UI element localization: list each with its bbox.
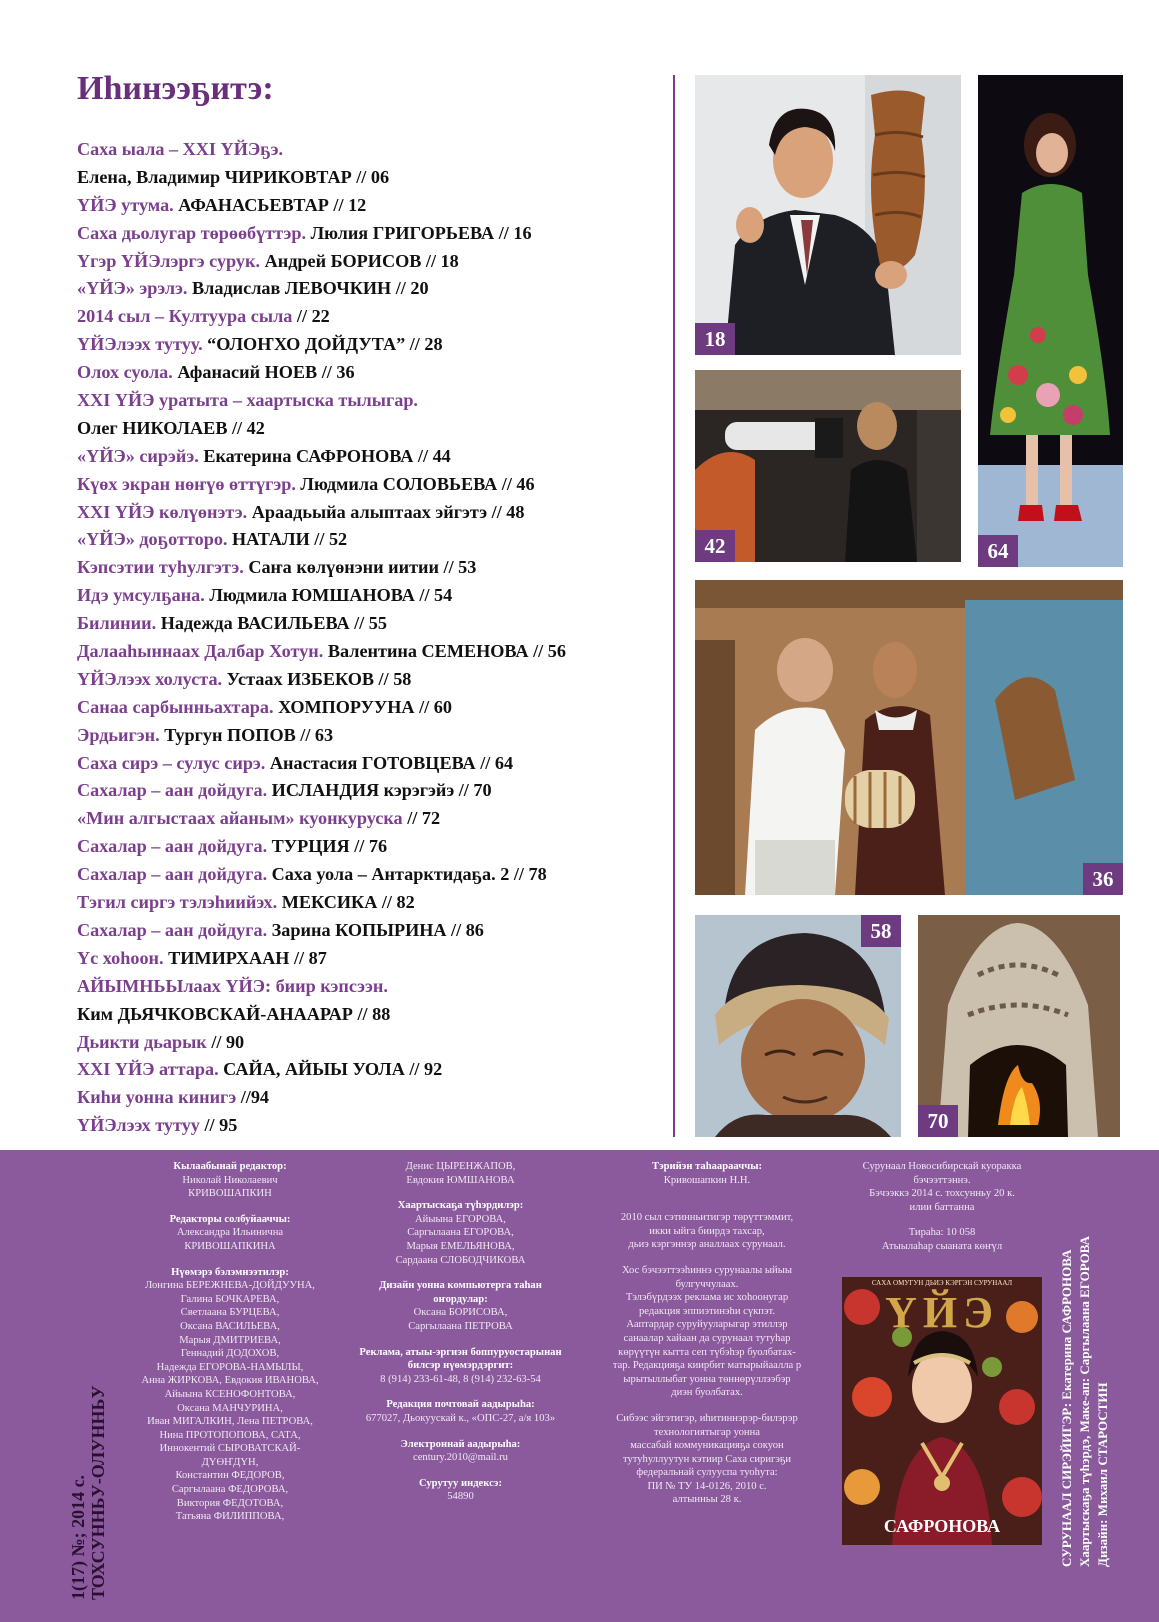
toc-entry-title: Кэпсэтии тyhулгэтэ.: [77, 557, 244, 578]
staff-name: Марыя ДМИТРИЕВА,: [179, 1334, 281, 1346]
toc-entry-title: Санаа сарбынньахтара.: [77, 696, 274, 717]
imprint-line: Ааптардар суруйууларыгар этиллэр: [626, 1319, 788, 1331]
staff-name: Светлаана БУРЦЕВА,: [180, 1307, 280, 1319]
imprint-line: редакция эппиэтинэhи сүкпэт.: [638, 1305, 776, 1317]
toc-entry-author-page: Саҥа көлүөнэни иитии // 53: [243, 557, 477, 578]
table-of-contents: [77, 136, 677, 1140]
toc-entry[interactable]: [77, 638, 677, 666]
issue-number-vertical: [68, 1300, 108, 1600]
imprint-line: Хос бэчээттээһиннэ сурунаалы ыйыы: [622, 1264, 792, 1276]
page-number-badge: 36: [1083, 863, 1123, 895]
toc-entry-author-page: // 95: [199, 1115, 238, 1136]
toc-entry[interactable]: [77, 973, 677, 1001]
toc-entry[interactable]: [77, 526, 677, 554]
staff-name: Оксана МАНЧУРИНА,: [177, 1402, 283, 1414]
staff-name: Надежда ЕГОРОВА-НАМЫЛЫ,: [156, 1361, 304, 1373]
toc-entry[interactable]: [77, 666, 677, 694]
imprint-line: бэчээттэннэ.: [913, 1174, 971, 1186]
toc-entry-author-page: Анастасия ГОТОВЦЕВА // 64: [265, 752, 514, 773]
toc-entry-author-page: // 72: [402, 808, 441, 829]
toc-entry-author-page: АФАНАСЬЕВТАР // 12: [173, 194, 367, 215]
toc-entry-title: АЙЫМНЬЫлаах ҮЙЭ: биир кэпсээн.: [77, 975, 388, 996]
imprint-line: икки ыйга биирдэ тахсар,: [649, 1225, 765, 1237]
imprint-line: 2010 сыл сэтинньитигэр төрүттэммит,: [620, 1212, 794, 1224]
page-number-badge: 18: [695, 323, 735, 355]
print-run: Тираһа: 10 058: [908, 1227, 976, 1239]
toc-entry[interactable]: [77, 164, 677, 192]
imprint-heading: Редакторы солбуйааччы:: [169, 1213, 291, 1225]
page-number-badge: 64: [978, 535, 1018, 567]
toc-entry-title: XXI ҮЙЭ аттара.: [77, 1059, 219, 1080]
toc-entry[interactable]: [77, 415, 677, 443]
column-divider: [673, 75, 675, 1137]
toc-entry[interactable]: [77, 582, 677, 610]
toc-entry-title: Күөх экран нөҥүө өттүгэр.: [77, 473, 296, 494]
imprint-heading: Редакция почтовай аадырыһа:: [386, 1399, 535, 1411]
issue-months: ТОХСУННЬУ-ОЛУННЬУ: [88, 1385, 108, 1600]
toc-entry-author-page: Устаах ИЗБЕКОВ // 58: [222, 668, 412, 689]
toc-entry[interactable]: [77, 917, 677, 945]
imprint-line: булгуччулаах.: [675, 1278, 739, 1290]
toc-entry[interactable]: [77, 136, 677, 164]
toc-entry-title: Киhи уонна кинигэ: [77, 1087, 237, 1108]
imprint-line: Сурунаал Новосибирскай куоракка: [862, 1161, 1022, 1172]
imprint-line: Саргылаана ЕГОРОВА,: [407, 1227, 514, 1239]
staff-name: Айыына КСЕНОФОНТОВА,: [164, 1388, 296, 1400]
photo-elders-with-drum: [695, 580, 1123, 895]
toc-entry-author-page: Людмила ЮМШАНОВА // 54: [204, 585, 453, 606]
imprint-line: тар. Редакцияҕа киирбит матырыйаалла р: [612, 1360, 802, 1372]
toc-entry-title: Сахалар – аан дойдуга.: [77, 780, 268, 801]
staff-name: Геннадий ДОДОХОВ,: [180, 1348, 280, 1360]
toc-entry-title: «Мин алгыстаах айаным» куонкуруска: [77, 808, 403, 829]
staff-name: Саргылаана ФЕДОРОВА,: [171, 1484, 289, 1496]
toc-entry[interactable]: [77, 1056, 677, 1084]
toc-entry-title: «ҮЙЭ» сирэйэ.: [77, 445, 199, 466]
toc-entry-title: Саха сирэ – сулус сирэ.: [77, 752, 266, 773]
toc-entry-title: Сахалар – аан дойдуга.: [77, 864, 268, 885]
toc-entry-author-page: Люлия ГРИГОРЬЕВА // 16: [306, 222, 532, 243]
imprint-line: алтынньы 28 к.: [672, 1494, 742, 1506]
registration-text: [598, 1211, 816, 1252]
imprint-line: массабай коммуникацияҕа сокуон: [630, 1440, 784, 1452]
staff-name: Виктория ФЕДОТОВА,: [176, 1497, 284, 1509]
imprint-line: Айыына ЕГОРОВА,: [415, 1213, 506, 1225]
toc-entry-title: ҮЙЭлээх тутуу.: [77, 334, 203, 355]
subscription-index: 54890: [447, 1491, 474, 1503]
toc-entry[interactable]: [77, 499, 677, 527]
staff-name: Нина ПРОТОПОПОВА, САТА,: [159, 1429, 301, 1441]
photo-singer-floral-dress: [978, 75, 1123, 567]
toc-entry-author-page: Ким ДЬЯЧКОВСКАЙ-АНААРАР // 88: [77, 1003, 391, 1024]
imprint-heading: Нүөмэрэ бэлэмнээтилэр:: [171, 1266, 289, 1278]
imprint-line: Кривошапкин Н.Н.: [663, 1174, 751, 1186]
toc-entry-author-page: Надежда ВАСИЛЬЕВА // 55: [156, 613, 387, 634]
toc-entry-author-page: // 90: [206, 1031, 245, 1052]
imprint-line: Евдокия ЮМШАНОВА: [406, 1174, 515, 1186]
toc-entry-author-page: ТУРЦИЯ // 76: [267, 836, 388, 857]
toc-entry-title: 2014 сыл – Култуура сыла: [77, 306, 293, 327]
staff-list: [130, 1279, 330, 1524]
toc-entry[interactable]: [77, 1084, 677, 1112]
imprint-line: ырытыллыбат уонна төннөрүллээбэр: [623, 1373, 791, 1385]
toc-entry-title: Олох суола.: [77, 362, 173, 383]
page-number-badge: 42: [695, 530, 735, 562]
toc-entry-title: Үгэр ҮЙЭлэргэ сурук.: [77, 250, 261, 271]
imprint-column-editors: [130, 1160, 330, 1524]
imprint-line: Марыя ЕМЕЛЬЯНОВА,: [406, 1240, 515, 1252]
imprint-line: Сардаана СЛОБОДЧИКОВА: [395, 1254, 526, 1266]
license-notice: [598, 1412, 816, 1507]
phone-numbers: 8 (914) 233-61-48, 8 (914) 232-63-54: [380, 1373, 541, 1385]
page-number-badge: 70: [918, 1105, 958, 1137]
imprint-column-publisher: [598, 1160, 816, 1507]
toc-entry-author-page: ИСЛАНДИЯ кэрэгэйэ // 70: [267, 780, 492, 801]
issue-number: 1(17) №; 2014 с.: [68, 1474, 88, 1600]
imprint-column-print: [842, 1160, 1042, 1254]
toc-entry[interactable]: [77, 750, 677, 778]
cover-credit-line: Хаартыскаҕа түһэрдэ, Макe-ап: Саргылаана ЕГОРОВА: [1077, 1235, 1092, 1567]
toc-entry-title: ҮЙЭлээх холуста.: [77, 668, 223, 689]
imprint-heading: Кылаабынай редактор:: [173, 1161, 287, 1172]
toc-entry-title: XXI ҮЙЭ уратыта – хаартыска тылыгар.: [77, 390, 418, 411]
cover-credit-line: СУРУНААЛ СИРЭЙИГЭР: Екатерина САФРОНОВА: [1059, 1249, 1074, 1567]
toc-entry[interactable]: [77, 1001, 677, 1029]
toc-entry[interactable]: [77, 471, 677, 499]
toc-entry-author-page: Афанасий НОЕВ // 36: [172, 362, 355, 383]
toc-entry-title: ҮЙЭлээх тутуу: [77, 1115, 200, 1136]
imprint-line: санаалар хайаан да сурунаал тутуһар: [623, 1332, 791, 1344]
imprint-line: КРИВОШАПКИНА: [184, 1240, 276, 1252]
toc-entry[interactable]: [77, 889, 677, 917]
toc-entry-author-page: НАТАЛИ // 52: [227, 529, 348, 550]
toc-entry-title: ҮЙЭ утума.: [77, 194, 174, 215]
toc-entry-title: Билинии.: [77, 613, 157, 634]
toc-entry-author-page: МЕКСИКА // 82: [277, 892, 415, 913]
cover-credits-vertical: [1058, 1207, 1112, 1567]
toc-entry-author-page: “ОЛОҤХО ДОЙДУТА” // 28: [202, 334, 443, 355]
toc-entry-author-page: Елена, Владимир ЧИРИКОВТАР // 06: [77, 166, 390, 187]
toc-entry-title: Идэ умсулҕана.: [77, 585, 205, 606]
imprint-line: Тэлэбүрдээх реклама ис хоһоонугар: [625, 1292, 789, 1304]
cover-tagline: САХА ОМУГУН ДЬИЭ КЭРГЭН СУРУНААЛ: [871, 1279, 1013, 1287]
toc-entry[interactable]: [77, 554, 677, 582]
toc-entry-title: XXI ҮЙЭ көлүөнэтэ.: [77, 501, 248, 522]
toc-entry-author-page: ХОМПОРУУНА // 60: [273, 696, 452, 717]
cover-name: САФРОНОВА: [883, 1516, 1001, 1536]
imprint-line: көрүүтүн кытта сеп түбэһэр буолбатах-: [618, 1346, 796, 1358]
staff-name: Иннокентий СЫРОВАТСКАЙ-: [159, 1443, 301, 1455]
staff-name: Галина БОЧКАРЕВА,: [180, 1293, 280, 1305]
imprint-line: диэн буолбатах.: [671, 1387, 743, 1399]
postal-address: 677027, Дьокуускай к., «ОПС-27, а/я 103»: [365, 1412, 556, 1424]
toc-entry-author-page: Араадьыйа алыптаах эйгэтэ // 48: [247, 501, 525, 522]
toc-entry[interactable]: [77, 805, 677, 833]
imprint-line: илии баттанна: [909, 1201, 975, 1213]
toc-entry-author-page: Зарина КОПЫРИНА // 86: [267, 919, 484, 940]
page-number-badge: 58: [861, 915, 901, 947]
imprint-line: Саргылаана ПЕТРОВА: [408, 1320, 513, 1332]
imprint-line: федеральнай сулууспа туоһута:: [636, 1467, 778, 1479]
imprint-column-contacts: [358, 1160, 563, 1504]
toc-entry[interactable]: [77, 861, 677, 889]
toc-entry-author-page: Олег НИКОЛАЕВ // 42: [77, 417, 265, 438]
imprint-line: Николай Николаевич: [182, 1174, 278, 1186]
staff-name: Иван МИГАЛКИН, Лена ПЕТРОВА,: [147, 1416, 313, 1428]
imprint-line: тутуһуллуутун кэтиир Саха сиригэҕи: [622, 1453, 792, 1465]
imprint-line: технологиятыгар уонна: [654, 1426, 760, 1438]
staff-name: Анна ЖИРКОВА, Евдокия ИВАНОВА,: [141, 1375, 319, 1387]
imprint-heading: Реклама, атыы-эргиэн боппуруостарынан билсэр нүөмэрдэргит:: [359, 1346, 562, 1372]
imprint-line: КРИВОШАПКИН: [188, 1188, 272, 1200]
imprint-line: Сибээс эйгэтигэр, иһитиннэрэр-билэрэр: [616, 1412, 798, 1424]
toc-entry[interactable]: [77, 248, 677, 276]
toc-entry-author-page: Саха уола – Антарктидаҕа. 2 // 78: [267, 864, 547, 885]
cover-masthead: ҮЙЭ: [885, 1288, 999, 1337]
toc-entry-title: Үс хоhоон.: [77, 947, 164, 968]
imprint-line: Оксана БОРИСОВА,: [413, 1307, 508, 1319]
email-address[interactable]: century.2010@mail.ru: [413, 1452, 508, 1464]
price-note: Атыылаһар сыаната көҥүл: [881, 1240, 1003, 1252]
toc-entry[interactable]: [77, 1029, 677, 1057]
staff-name: Татьяна ФИЛИППОВА,: [175, 1511, 285, 1523]
toc-entry-title: Сахалар – аан дойдуга.: [77, 919, 268, 940]
imprint-heading: Электроннай аадырыһа:: [400, 1438, 521, 1450]
imprint-heading: Тэрийэн таһаарааччы:: [652, 1161, 762, 1172]
imprint-line: дьиэ кэргэннэр аналлаах сурунаал.: [628, 1239, 786, 1251]
toc-entry-title: Саха дьолугар төрөөбүттэр.: [77, 222, 307, 243]
imprint-heading: Сурутуу индексэ:: [418, 1477, 503, 1489]
toc-entry-title: Тэгил сиргэ тэлэhиийэх.: [77, 892, 278, 913]
toc-entry[interactable]: [77, 387, 677, 415]
toc-entry-author-page: //94: [236, 1087, 270, 1108]
toc-entry[interactable]: [77, 777, 677, 805]
toc-entry[interactable]: [77, 1112, 677, 1140]
toc-entry-title: Сахалар – аан дойдуга.: [77, 836, 268, 857]
toc-entry-author-page: Тургун ПОПОВ // 63: [159, 724, 334, 745]
imprint-line: Бэчээккэ 2014 с. тохсунньу 20 к.: [869, 1188, 1015, 1200]
imprint-line: ПИ № ТУ 14-0126, 2010 с.: [647, 1480, 767, 1492]
toc-entry-title: Далааhыннаах Далбар Хотун.: [77, 641, 324, 662]
toc-entry[interactable]: [77, 722, 677, 750]
toc-entry[interactable]: [77, 220, 677, 248]
toc-entry[interactable]: [77, 610, 677, 638]
toc-entry-author-page: // 22: [292, 306, 330, 327]
toc-entry[interactable]: [77, 331, 677, 359]
toc-entry[interactable]: [77, 192, 677, 220]
toc-entry-title: Эрдьигэн.: [77, 724, 160, 745]
imprint-line: Денис ЦЫРЕНЖАПОВ,: [405, 1161, 516, 1172]
magazine-cover-thumbnail: [842, 1277, 1042, 1545]
toc-entry[interactable]: [77, 443, 677, 471]
toc-entry[interactable]: [77, 359, 677, 387]
photo-photographer-with-lens: [695, 370, 961, 562]
reprint-notice: [598, 1264, 816, 1400]
photo-elder-in-fur-hat: [695, 915, 901, 1137]
toc-entry-title: Дьикти дьарык: [77, 1031, 207, 1052]
toc-entry[interactable]: [77, 833, 677, 861]
toc-entry-title: Саха ыала – XXI ҮЙЭҕэ.: [77, 139, 284, 159]
toc-entry-author-page: Андрей БОРИСОВ // 18: [260, 250, 459, 271]
toc-entry-author-page: Екатерина САФРОНОВА // 44: [198, 445, 451, 466]
toc-entry-title: «ҮЙЭ» эрэлэ.: [77, 278, 188, 299]
cover-credit-line: Дизайн: Михаил СТАРОСТИН: [1095, 1382, 1110, 1567]
photo-fireplace: [918, 915, 1120, 1137]
imprint-heading: Дизайн уонна компьютерга таһан оҥордулар:: [379, 1280, 542, 1305]
contents-title: Иhинээҕитэ:: [77, 70, 274, 107]
staff-name: Лонгина БЕРЕЖНЕВА-ДОЙДУУНА,: [145, 1280, 315, 1292]
photo-man-with-vase: [695, 75, 961, 355]
toc-entry[interactable]: [77, 694, 677, 722]
imprint-line: Александра Ильинична: [176, 1227, 284, 1239]
toc-entry[interactable]: [77, 303, 677, 331]
toc-entry[interactable]: [77, 275, 677, 303]
toc-entry-author-page: Владислав ЛЕВОЧКИН // 20: [187, 278, 429, 299]
toc-entry-author-page: САЙА, АЙЫЫ УОЛА // 92: [218, 1059, 443, 1080]
staff-name: Оксана ВАСИЛЬЕВА,: [180, 1320, 280, 1332]
toc-entry-author-page: Валентина СЕМЕНОВА // 56: [323, 641, 566, 662]
toc-entry[interactable]: [77, 945, 677, 973]
toc-entry-title: «ҮЙЭ» доҕотторо.: [77, 529, 228, 550]
toc-entry-author-page: ТИМИРХААН // 87: [163, 947, 327, 968]
imprint-heading: Хаартыскаҕа түhэрдилэр:: [397, 1200, 524, 1212]
toc-entry-author-page: Людмила СОЛОВЬЕВА // 46: [295, 473, 535, 494]
staff-name: Константин ФЕДОРОВ,: [175, 1470, 285, 1482]
staff-name: ДҮӨҤДҮН,: [201, 1456, 259, 1468]
